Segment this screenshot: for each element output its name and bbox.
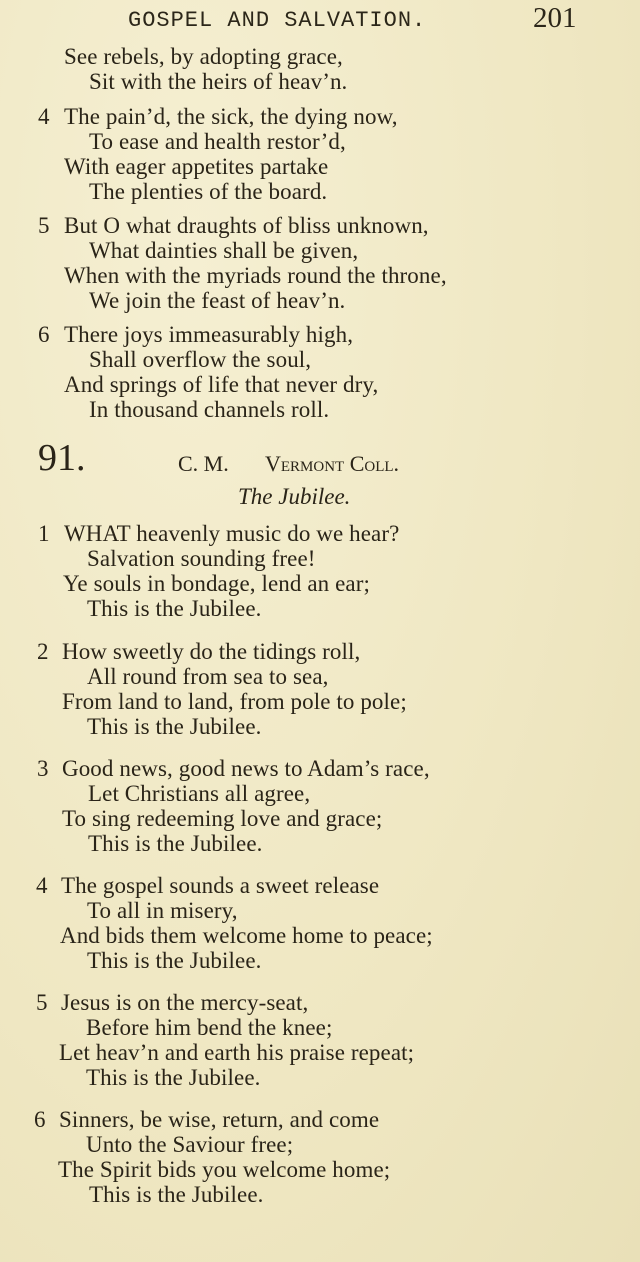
verse-line: With eager appetites partake xyxy=(64,154,329,179)
verse-line: Jesus is on the mercy-seat, xyxy=(61,990,309,1015)
verse-line: To ease and health restor’d, xyxy=(89,129,346,154)
verse-line: Let Christians all agree, xyxy=(88,781,311,806)
stanza-number: 6 xyxy=(34,1107,46,1132)
verse-line: To sing redeeming love and grace; xyxy=(62,806,383,831)
page-header xyxy=(0,2,640,38)
verse-line: This is the Jubilee. xyxy=(87,714,262,739)
verse-line: WHAT heavenly music do we hear? xyxy=(64,521,400,546)
stanza-number: 2 xyxy=(37,639,49,664)
stanza-number: 4 xyxy=(38,104,50,129)
verse-line: There joys immeasurably high, xyxy=(64,322,354,347)
verse-line: The gospel sounds a sweet release xyxy=(61,873,380,898)
running-head: GOSPEL AND SALVATION. xyxy=(128,8,427,33)
verse-line: Good news, good news to Adam’s race, xyxy=(62,756,430,781)
hymn-title: The Jubilee. xyxy=(238,484,351,509)
verse-line: Salvation sounding free! xyxy=(87,546,316,571)
verse-line: Sit with the heirs of heav’n. xyxy=(89,69,348,94)
verse-line: From land to land, from pole to pole; xyxy=(62,689,407,714)
verse-line: This is the Jubilee. xyxy=(87,596,262,621)
verse-line: We join the feast of heav’n. xyxy=(89,288,346,313)
verse-line: Unto the Saviour free; xyxy=(86,1132,294,1157)
verse-line: When with the myriads round the throne, xyxy=(64,263,447,288)
verse-line: To all in misery, xyxy=(87,898,238,923)
page-number: 201 xyxy=(533,2,577,34)
verse-line: And springs of life that never dry, xyxy=(64,372,379,397)
verse-line: Shall overflow the soul, xyxy=(89,347,312,372)
verse-line: This is the Jubilee. xyxy=(89,1182,264,1207)
verse-line: Sinners, be wise, return, and come xyxy=(59,1107,380,1132)
verse-line: And bids them welcome home to peace; xyxy=(60,923,433,948)
verse-line: But O what draughts of bliss unknown, xyxy=(64,213,429,238)
verse-line: Ye souls in bondage, lend an ear; xyxy=(63,571,370,596)
verse-line: Before him bend the knee; xyxy=(86,1015,333,1040)
stanza-number: 5 xyxy=(36,990,48,1015)
stanza-number: 1 xyxy=(38,521,50,546)
hymn-number: 91. xyxy=(38,437,86,479)
verse-line: How sweetly do the tidings roll, xyxy=(62,639,361,664)
verse-line: This is the Jubilee. xyxy=(87,948,262,973)
verse-line: Let heav’n and earth his praise repeat; xyxy=(59,1040,415,1065)
stanza-number: 5 xyxy=(38,213,50,238)
verse-line: In thousand channels roll. xyxy=(89,397,330,422)
verse-line: This is the Jubilee. xyxy=(88,831,263,856)
hymn-meter: C. M. xyxy=(178,451,229,476)
stanza-number: 4 xyxy=(36,873,48,898)
verse-line: This is the Jubilee. xyxy=(86,1065,261,1090)
verse-line: All round from sea to sea, xyxy=(87,664,329,689)
hymn-tune: Vermont Coll. xyxy=(265,451,400,476)
stanza-number: 3 xyxy=(37,756,49,781)
verse-line: The pain’d, the sick, the dying now, xyxy=(64,104,398,129)
verse-line: What dainties shall be given, xyxy=(89,238,359,263)
verse-line: See rebels, by adopting grace, xyxy=(64,44,343,69)
stanza-number: 6 xyxy=(38,322,50,347)
verse-line: The Spirit bids you welcome home; xyxy=(58,1157,391,1182)
verse-line: The plenties of the board. xyxy=(89,179,328,204)
